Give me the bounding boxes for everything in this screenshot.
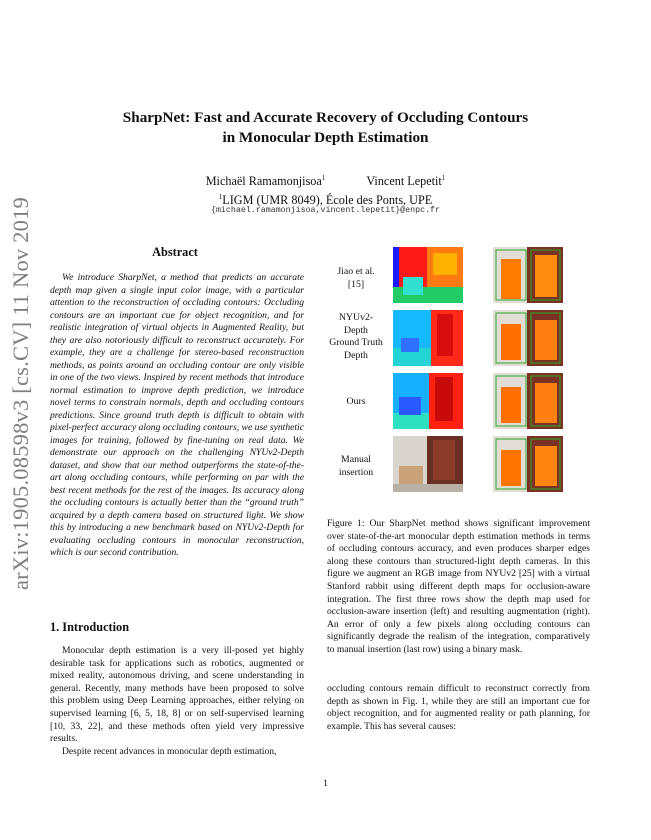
figure-1-caption: Figure 1: Our SharpNet method shows significant improvement over state-of-the-art monocular depth estimation methods in terms of occluding contours accuracy, and even produces sharper edges along these contours than structured-light depth cameras. In this figure we augment an RGB image from NYUv2 [25] with a virtual Stanford rabbit using different depth maps for occlusion-aware integration. The first three rows show the depth map used for occlusion-aware insertion (left) and resulting augmentation (right). An error of only a few pixels along occluding contours can significantly degrade the realism of the integration, comparatively to manual insertion (last row) using a binary mask. bbox=[327, 518, 590, 655]
author-1: Michaël Ramamonjisoa bbox=[205, 174, 322, 189]
intro-paragraph-2: Despite recent advances in monocular depth estimation, bbox=[62, 745, 277, 757]
fig-label-ours: Ours bbox=[346, 396, 366, 407]
author-2: Vincent Lepetit bbox=[366, 174, 442, 189]
title-line-2: in Monocular Depth Estimation bbox=[222, 129, 429, 146]
fig-label-ground-truth: NYUv2-Depth Ground Truth Depth bbox=[329, 312, 383, 361]
author-2-sup: 1 bbox=[441, 174, 446, 182]
augmented-result-jiao bbox=[493, 247, 563, 303]
introduction-body bbox=[50, 645, 304, 758]
introduction-heading: 1. Introduction bbox=[50, 620, 130, 634]
affiliation-sup: 1 bbox=[218, 193, 223, 202]
right-column-text: occluding contours remain difficult to reconstruct correctly from depth as shown in Fig. 1, while they are still an important cue for object recognition, and for augmented reality or path planning, for example. This has several causes: bbox=[327, 683, 590, 732]
page-number: 1 bbox=[323, 778, 328, 789]
arxiv-identifier: arXiv:1905.08598v3 [cs.CV] 11 Nov 2019 bbox=[8, 197, 33, 590]
augmented-result-ground-truth bbox=[493, 310, 563, 366]
depth-map-ours bbox=[393, 373, 463, 429]
author-1-sup: 1 bbox=[321, 174, 326, 182]
augmented-result-ours bbox=[493, 373, 563, 429]
rgb-input-image bbox=[393, 436, 463, 492]
fig-label-manual: Manual insertion bbox=[338, 454, 374, 478]
depth-map-ground-truth bbox=[393, 310, 463, 366]
abstract-text: We introduce SharpNet, a method that predicts an accurate depth map given a single input color image, with a particular attention to the reconstruction of occluding contours: Occluding contours are an important cue for object recognition, and for realistic integration of virtual objects in Augmented Reality, but they are also notoriously difficult to reconstruct accurately. For example, they are a challenge for stereo-based reconstruction methods, as points around an occluding contour are only visible in one of the two views. Inspired by recent methods that introduce normal estimation to improve depth prediction, we introduce novel terms to constrain normals, depth and occluding contours predictions. Since ground truth depth is difficult to obtain with pixel-perfect accuracy along occluding contours, we use synthetic images for training, followed by fine-tuning on real data. We demonstrate our approach on the challenging NYUv2-Depth dataset, and show that our method outperforms the state-of-the-art along occluding contours, while performing on par with the best recent methods for the rest of the images. Its accuracy along the occluding contours is actually better than the “ground truth” acquired by a depth camera based on structured light. We show this by introducing a new benchmark based on NYUv2-Depth for evaluating occluding contours in monocular reconstruction, which is our second contribution. bbox=[50, 272, 304, 558]
abstract-body bbox=[50, 272, 304, 560]
authors-block bbox=[60, 170, 591, 208]
paper-title bbox=[60, 108, 591, 148]
title-line-1: SharpNet: Fast and Accurate Recovery of Occluding Contours bbox=[122, 109, 529, 126]
depth-map-jiao bbox=[393, 247, 463, 303]
fig-label-jiao: Jiao et al. [15] bbox=[337, 266, 375, 290]
affiliation: LIGM (UMR 8049), École des Ponts, UPE bbox=[222, 193, 433, 208]
intro-paragraph-1: Monocular depth estimation is a very ill-posed yet highly desirable task for applications such as robotics, augmented or mixed reality, autonomous driving, and scene understanding in general. Recently, many methods have been proposed to solve this problem using Deep Learning approaches, either relying on supervised learning [6, 5, 18, 8] or on self-supervised learning [10, 33, 22], and these methods often yield very impressive results. bbox=[50, 645, 304, 745]
abstract-heading: Abstract bbox=[152, 245, 198, 259]
augmented-result-manual bbox=[493, 436, 563, 492]
author-emails: {michael.ramamonjisoa,vincent.lepetit}@enpc.fr bbox=[210, 206, 441, 215]
